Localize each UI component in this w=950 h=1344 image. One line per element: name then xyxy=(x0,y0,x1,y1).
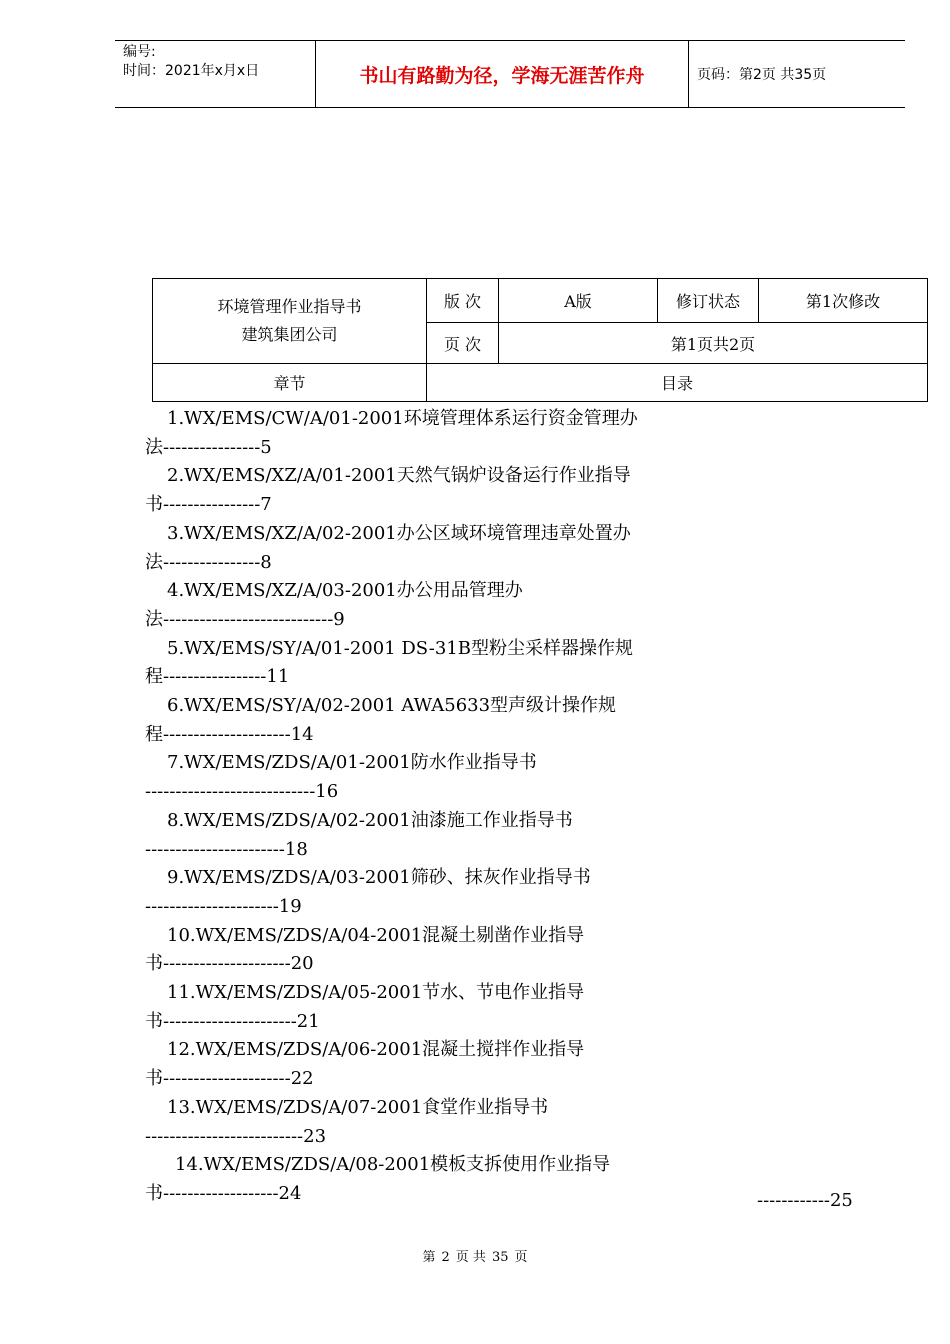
revision-label: 修订状态 xyxy=(658,279,759,323)
footer-prefix: 第 xyxy=(422,1250,436,1265)
toc-entry[interactable] xyxy=(145,520,845,577)
toc-entry-page: 法----------------5 xyxy=(145,436,272,458)
toc-entry-page: ----------------------------16 xyxy=(145,781,339,803)
edition-label: 版 次 xyxy=(427,279,499,323)
toc-entry-title: 3.WX/EMS/XZ/A/02-2001办公区域环境管理违章处置办 xyxy=(167,522,631,544)
company-name: 建筑集团公司 xyxy=(241,325,338,344)
document-time-label: 时间：2021年x月x日 xyxy=(123,63,260,79)
page-count-label: 页 次 xyxy=(427,323,499,364)
toc-entry-title: 9.WX/EMS/ZDS/A/03-2001筛砂、抹灰作业指导书 xyxy=(167,867,591,889)
toc-entry[interactable] xyxy=(145,1094,845,1151)
page-footer xyxy=(0,1246,950,1265)
page-count-value: 第1页共2页 xyxy=(499,323,928,364)
toc-entry[interactable] xyxy=(145,1151,845,1208)
toc-entry-title: 4.WX/EMS/XZ/A/03-2001办公用品管理办 xyxy=(167,580,523,602)
toc-entry[interactable] xyxy=(145,692,845,749)
toc-entry-page: 法----------------8 xyxy=(145,551,272,573)
toc-entry-title: 11.WX/EMS/ZDS/A/05-2001节水、节电作业指导 xyxy=(167,982,585,1004)
toc-entry-page: 书----------------7 xyxy=(145,494,272,516)
toc-entry-title: 6.WX/EMS/SY/A/02-2001 AWA5633型声级计操作规 xyxy=(167,695,617,717)
toc-entry-page: 法----------------------------9 xyxy=(145,608,345,630)
document-meta-table xyxy=(152,278,928,402)
revision-value: 第1次修改 xyxy=(759,279,928,323)
toc-entry-page: 书---------------------20 xyxy=(145,953,314,975)
edition-value: A版 xyxy=(499,279,658,323)
toc-entry[interactable] xyxy=(145,577,845,634)
toc-entry-title: 13.WX/EMS/ZDS/A/07-2001食堂作业指导书 xyxy=(167,1096,549,1118)
document-number-label: 编号: xyxy=(123,44,156,60)
document-title: 环境管理作业指导书 xyxy=(217,297,362,316)
toc-entry-page: 书---------------------22 xyxy=(145,1068,314,1090)
header-page-code: 页码：第2页 共35页 xyxy=(697,67,827,83)
toc-entry[interactable] xyxy=(145,979,845,1036)
toc-entry-title: 1.WX/EMS/CW/A/01-2001环境管理体系运行资金管理办 xyxy=(167,408,638,429)
toc-entry-title: 10.WX/EMS/ZDS/A/04-2001混凝土剔凿作业指导 xyxy=(167,924,585,946)
document-title-cell xyxy=(153,279,427,364)
toc-entry[interactable] xyxy=(145,749,845,806)
toc-entry-title: 12.WX/EMS/ZDS/A/06-2001混凝土搅拌作业指导 xyxy=(167,1039,585,1061)
toc-entry-page: 书-------------------24 xyxy=(145,1182,302,1204)
footer-mid: 页 共 xyxy=(455,1250,486,1265)
header-motto: 书山有路勤为径，学海无涯苦作舟 xyxy=(315,41,689,107)
toc-entry[interactable] xyxy=(145,864,845,921)
toc-entry-title: 7.WX/EMS/ZDS/A/01-2001防水作业指导书 xyxy=(167,752,537,774)
toc-entry[interactable] xyxy=(145,807,845,864)
toc-entry-page: ----------------------19 xyxy=(145,895,302,917)
footer-suffix: 页 xyxy=(514,1250,528,1265)
toc-entry[interactable] xyxy=(145,405,845,462)
chapter-header: 章节 xyxy=(153,364,427,402)
toc-entry-title: 2.WX/EMS/XZ/A/01-2001天然气锅炉设备运行作业指导 xyxy=(167,465,631,487)
header-info-cell xyxy=(115,41,315,107)
toc-entry-page: 书----------------------21 xyxy=(145,1010,320,1032)
toc-entry[interactable] xyxy=(145,1036,845,1093)
toc-entry[interactable] xyxy=(145,922,845,979)
toc-entry-page: --------------------------23 xyxy=(145,1125,327,1147)
contents-header: 目录 xyxy=(427,364,928,402)
toc-entry-page: -----------------------18 xyxy=(145,838,308,860)
toc-entry-page: 程-----------------11 xyxy=(145,666,290,688)
footer-current-page: 2 xyxy=(441,1250,450,1265)
page-header xyxy=(115,40,905,108)
toc-entry-title: 14.WX/EMS/ZDS/A/08-2001模板支拆使用作业指导 xyxy=(175,1154,611,1176)
footer-total-pages: 35 xyxy=(491,1250,509,1265)
toc-entry-page: 程---------------------14 xyxy=(145,723,314,745)
toc-entry[interactable] xyxy=(145,462,845,519)
toc-entry[interactable] xyxy=(145,635,845,692)
toc-entry-title: 8.WX/EMS/ZDS/A/02-2001油漆施工作业指导书 xyxy=(167,809,573,831)
toc-entry-title: 5.WX/EMS/SY/A/01-2001 DS-31B型粉尘采样器操作规 xyxy=(167,637,634,659)
table-of-contents xyxy=(145,405,845,1209)
toc-trailing-line: ------------25 xyxy=(757,1190,853,1211)
